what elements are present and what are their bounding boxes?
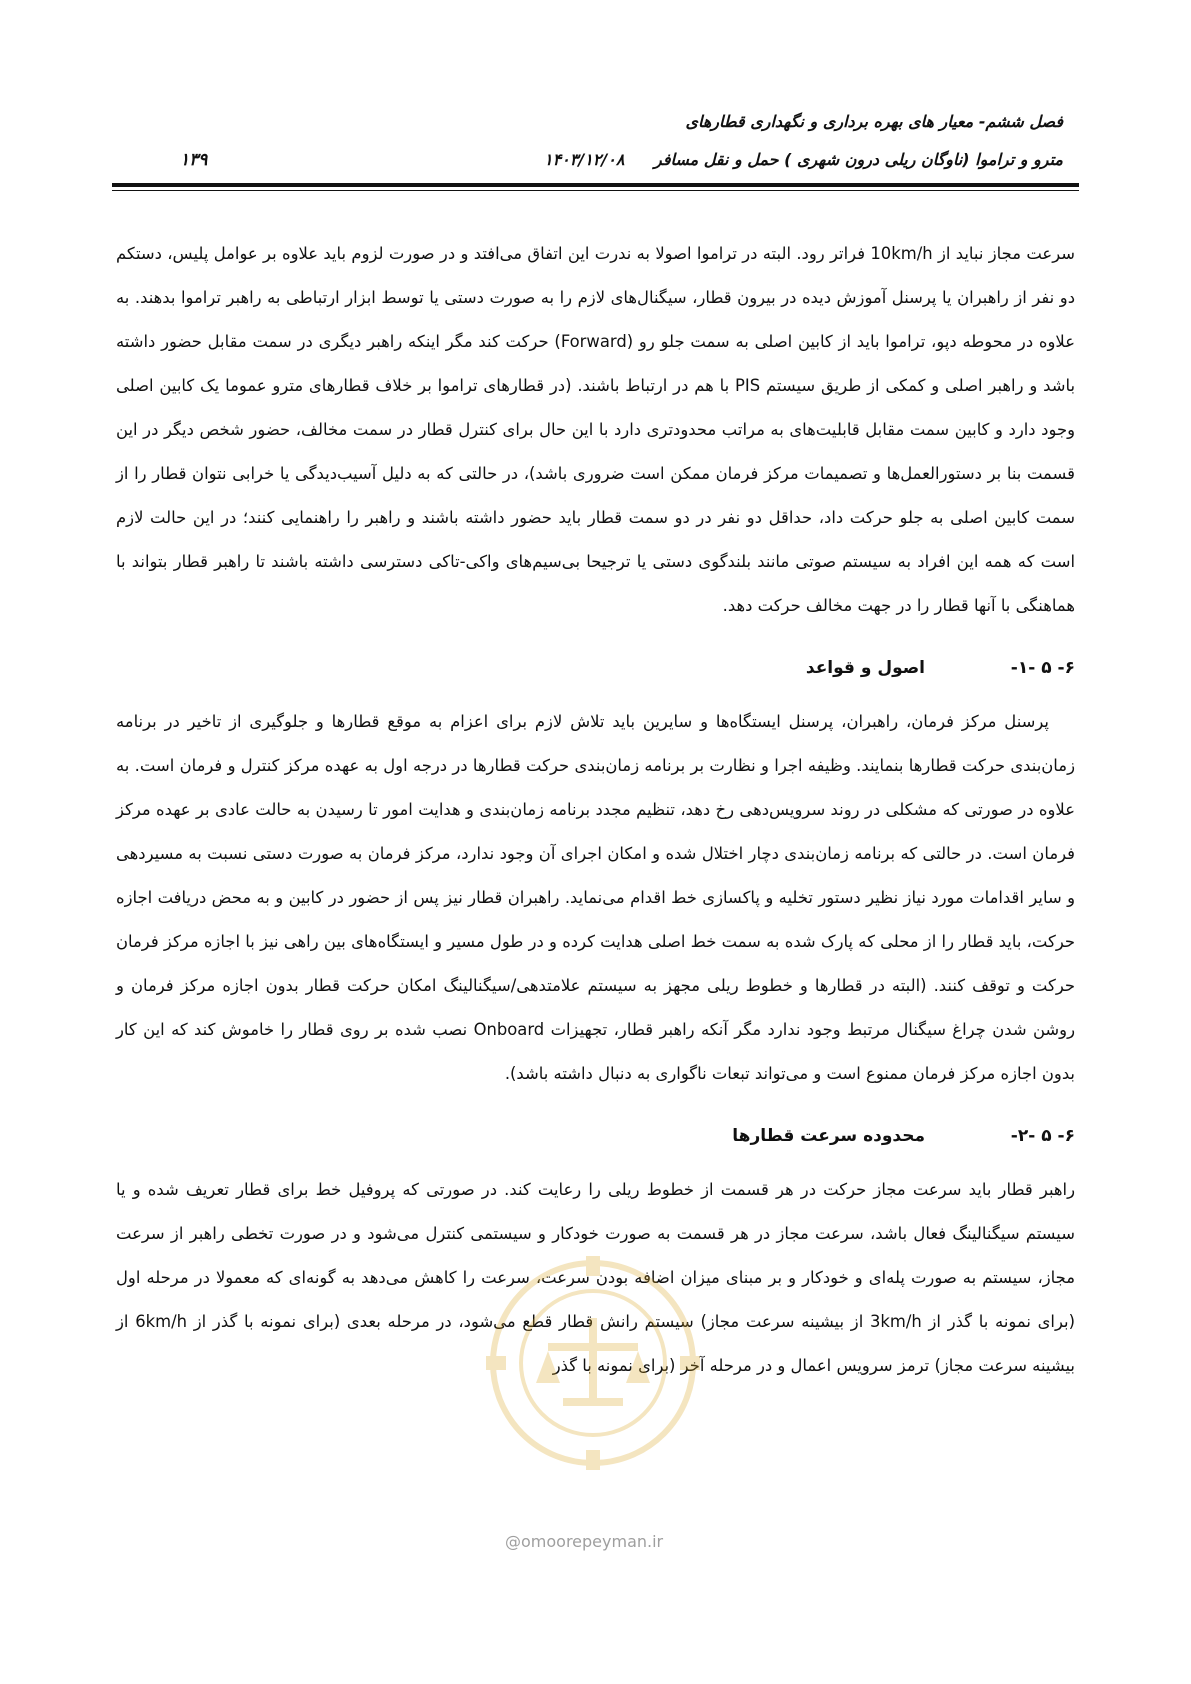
section-heading-2 (116, 1114, 1075, 1158)
section-paragraph-1: پرسنل مرکز فرمان، راهبران، پرسنل ایستگاه‌ها و سایرین باید تلاش لازم برای اعزام به موقع قطارها و جلوگیری از تاخیر در برنامه زمان‌بندی حرکت قطارها بنمایند. وظیفه اجرا و نظارت بر برنامه زمان‌بندی حرکت قطارها در درجه اول به عهده مرکز کنترل و فرمان است. به علاوه در صورتی که مشکلی در روند سرویس‌دهی رخ دهد، تنظیم مجدد برنامه زمان‌بندی و هدایت امور تا رسیدن به حالت عادی بر عهده مرکز فرمان است. در حالتی که برنامه زمان‌بندی دچار اختلال شده و امکان اجرای آن وجود ندارد، مرکز فرمان به صورت دستی نسبت به مسیردهی و سایر اقدامات مورد نیاز نظیر دستور تخلیه و پاکسازی خط اقدام می‌نماید. راهبران قطار نیز پس از حضور در کابین و به محض دریافت اجازه حرکت، باید قطار را از محلی که پارک شده به سمت خط اصلی هدایت کرده و در طول مسیر و ایستگاه‌های بین راهی نیز با اجازه مرکز فرمان حرکت و توقف کنند. (البته در قطارها و خطوط ریلی مجهز به سیستم علامتدهی/سیگنالینگ امکان حرکت قطار بدون اجازه مرکز فرمان و روشن شدن چراغ سیگنال مرتبط وجود ندارد مگر آنکه راهبر قطار، تجهیزات Onboard نصب شده بر روی قطار را خاموش کند که این کار بدون اجازه مرکز فرمان ممنوع است و می‌تواند تبعات ناگواری به دنبال داشته باشد). (116, 712, 1075, 1083)
chapter-title: فصل ششم- معیار های بهره برداری و نگهداری قطارهای (685, 112, 1063, 131)
section-heading-1 (116, 646, 1075, 690)
page-header (160, 112, 1063, 192)
section-title-1: اصول و قواعد (805, 658, 925, 678)
header-subtitle-line (544, 150, 1063, 169)
section-number-1: ۶- ۵ -۱- (1010, 658, 1075, 678)
intro-paragraph: سرعت مجاز نباید از 10km/h فراتر رود. البته در تراموا اصولا به ندرت این اتفاق می‌افتد و در صورت لزوم باید علاوه بر عوامل پلیس، دستکم دو نفر از راهبران یا پرسنل آموزش دیده در بیرون قطار، سیگنال‌های لازم را به صورت دستی یا توسط ابزار ارتباطی به راهبر تراموا بدهند. به علاوه در محوطه دپو، تراموا باید از کابین اصلی به سمت جلو رو (Forward) حرکت کند مگر اینکه راهبر دیگری در سمت مقابل حضور داشته باشد و راهبر اصلی و کمکی از طریق سیستم PIS با هم در ارتباط باشند. (در قطارهای تراموا بر خلاف قطارهای مترو عموما یک کابین اصلی وجود دارد و کابین سمت مقابل قابلیت‌های به مراتب محدودتری دارد با این حال برای کنترل قطار در سمت مخالف، حضور شخص دیگر در این قسمت بنا بر دستورالعمل‌ها و تصمیمات مرکز فرمان ممکن است ضروری باشد)، در حالتی که به دلیل آسیب‌دیدگی یا خرابی نتوان قطار را از سمت کابین اصلی به جلو حرکت داد، حداقل دو نفر در دو سمت قطار باید حضور داشته باشند و راهبر را راهنمایی کنند؛ در این حالت لازم است که همه این افراد به سیستم صوتی مانند بلندگوی دستی یا ترجیحا بی‌سیم‌های واکی-تاکی دسترسی داشته باشند تا راهبر قطار بتواند با هماهنگی با آنها قطار را در جهت مخالف حرکت دهد. (116, 244, 1075, 615)
header-rule-thick (112, 183, 1079, 187)
watermark-url: @omoorepeyman.ir (505, 1532, 664, 1551)
header-date: ۱۴۰۳/۱۲/۰۸ (543, 150, 625, 169)
section-paragraph-2: راهبر قطار باید سرعت مجاز حرکت در هر قسمت از خطوط ریلی را رعایت کند. در صورتی که پروفیل خط برای قطار تعریف شده و یا سیستم سیگنالینگ فعال باشد، سرعت مجاز در هر قسمت به صورت خودکار و سیستمی کنترل می‌شود و در صورت تخطی راهبر از سرعت مجاز، سیستم به صورت پله‌ای و خودکار و بر مبنای میزان اضافه بودن سرعت، سرعت را کاهش می‌دهد به گونه‌ای که معمولا در مرحله اول (برای نمونه با گذر از 3km/h از بیشینه سرعت مجاز) سیستم رانش قطار قطع می‌شود، در مرحله بعدی (برای نمونه با گذر از 6km/h از بیشینه سرعت مجاز) ترمز سرویس اعمال و در مرحله آخر (برای نمونه با گذر (116, 1180, 1075, 1375)
page-number: ۱۳۹ (180, 150, 208, 170)
page-content (116, 232, 1075, 1388)
header-subtitle: مترو و تراموا (ناوگان ریلی درون شهری ) حمل و نقل مسافر (654, 150, 1063, 169)
header-rule-thin (112, 190, 1079, 191)
section-number-2: ۶- ۵ -۲- (1010, 1126, 1075, 1146)
section-title-2: محدوده سرعت قطارها (732, 1126, 925, 1146)
omoorepeyman-seal-icon (478, 1248, 708, 1478)
